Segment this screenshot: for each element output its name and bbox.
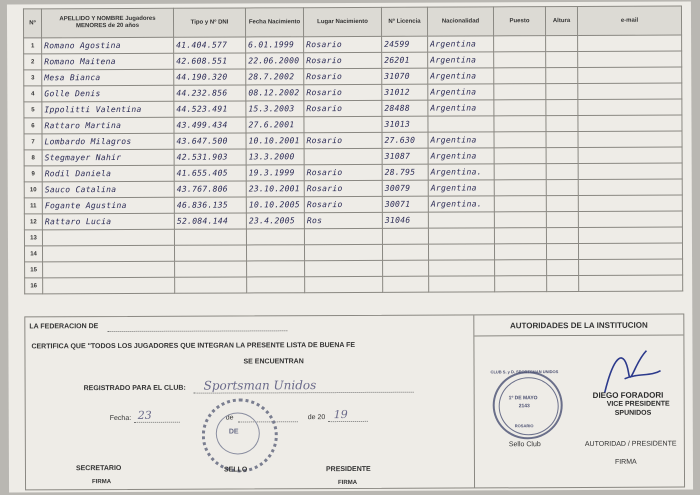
player-name: Stegmayer Nahir — [42, 149, 174, 166]
player-dni: 43.647.500 — [174, 133, 246, 149]
autoridad-label: AUTORIDAD / PRESIDENTE — [584, 440, 677, 448]
player-name: Fogante Agustina — [42, 197, 174, 214]
la-federacion-label: LA FEDERACION DE — [29, 323, 99, 331]
player-birthdate: 28.7.2002 — [246, 69, 304, 85]
player-height — [547, 260, 579, 276]
federation-box — [25, 315, 475, 489]
player-license: 28.795 — [382, 164, 428, 180]
player-nationality: Argentina — [428, 36, 494, 52]
player-email — [578, 179, 682, 195]
player-email — [578, 35, 682, 51]
autoridad-firma-label: FIRMA — [614, 458, 637, 466]
player-height — [546, 52, 578, 68]
secretario-firma-label: FIRMA — [92, 479, 112, 486]
player-birthplace — [304, 228, 382, 244]
player-license: 31013 — [382, 116, 428, 132]
player-birthplace: Rosario — [304, 164, 382, 180]
player-name — [43, 277, 175, 294]
player-position — [494, 132, 546, 148]
player-height — [546, 68, 578, 84]
player-dni — [174, 245, 246, 261]
fecha-label: Fecha: — [109, 414, 132, 423]
player-birthplace — [304, 116, 382, 132]
player-birthdate: 22.06.2000 — [246, 53, 304, 69]
player-license: 26201 — [382, 52, 428, 68]
player-birthdate: 08.12.2002 — [246, 85, 304, 101]
player-name: Mesa Bianca — [42, 69, 174, 86]
player-birthplace: Rosario — [304, 84, 382, 100]
player-name: Romano Agostina — [42, 37, 174, 54]
players-table — [23, 6, 683, 295]
player-dni: 46.836.135 — [174, 197, 246, 213]
row-number: 5 — [24, 102, 42, 118]
player-position — [495, 260, 547, 276]
player-position — [494, 100, 546, 116]
player-height — [546, 116, 578, 132]
player-email — [578, 67, 682, 83]
row-number: 1 — [24, 38, 42, 54]
row-number: 7 — [24, 134, 42, 150]
player-nationality: Argentina — [428, 100, 494, 116]
player-position — [494, 212, 546, 228]
player-license — [383, 276, 429, 292]
player-position — [494, 148, 546, 164]
player-dni — [174, 229, 246, 245]
registrado-label: REGISTRADO PARA EL CLUB: — [83, 384, 186, 393]
player-name — [42, 245, 174, 262]
player-position — [494, 164, 546, 180]
col-licencia: Nº Licencia — [381, 7, 427, 36]
row-number: 11 — [24, 198, 42, 214]
player-name: Lombardo Milagros — [42, 133, 174, 150]
player-nationality: Argentina. — [428, 196, 494, 212]
player-name — [43, 261, 175, 278]
player-nationality: Argentina — [428, 68, 494, 84]
player-email — [578, 115, 682, 131]
row-number: 16 — [25, 278, 43, 294]
player-height — [546, 84, 578, 100]
row-number: 2 — [24, 54, 42, 70]
year-handwritten: 19 — [333, 408, 348, 422]
row-number: 12 — [24, 214, 42, 230]
player-position — [494, 84, 546, 100]
player-dni: 44.190.320 — [174, 69, 246, 85]
player-name: Rattaro Lucia — [42, 213, 174, 230]
col-name: APELLIDO Y NOMBRE Jugadores MENORES de 20 años — [41, 8, 173, 38]
buena-fe-sheet — [7, 2, 693, 493]
player-dni: 42.531.903 — [174, 149, 246, 165]
player-nationality — [428, 116, 494, 132]
player-name: Ippolitti Valentina — [42, 101, 174, 118]
col-puesto: Puesto — [493, 7, 545, 36]
player-dni: 44.232.856 — [174, 85, 246, 101]
player-height — [546, 100, 578, 116]
player-birthplace: Rosario — [304, 68, 382, 84]
player-birthdate: 10.10.2005 — [246, 197, 304, 213]
player-birthplace: Rosario — [304, 180, 382, 196]
player-position — [495, 276, 547, 292]
player-email — [579, 275, 683, 291]
player-height — [546, 196, 578, 212]
player-birthplace: Ros — [304, 212, 382, 228]
player-birthdate: 23.4.2005 — [246, 213, 304, 229]
presidente-label: PRESIDENTE — [325, 465, 371, 474]
row-number: 4 — [24, 86, 42, 102]
player-email — [578, 83, 682, 99]
player-birthdate: 19.3.1999 — [246, 165, 304, 181]
player-birthplace: Rosario — [304, 132, 382, 148]
player-nationality — [428, 244, 494, 260]
certifica-text: CERTIFICA QUE "TODOS LOS JUGADORES QUE INTEGRAN LA PRESENTE LISTA DE BUENA FE — [31, 341, 356, 351]
player-name: Rattaro Martina — [42, 117, 174, 134]
row-number: 9 — [24, 166, 42, 182]
fecha-day-line — [134, 422, 180, 423]
player-height — [546, 180, 578, 196]
table-row — [25, 275, 683, 294]
row-number: 14 — [24, 246, 42, 262]
player-name: Golle Denis — [42, 85, 174, 102]
player-position — [494, 68, 546, 84]
row-number: 3 — [24, 70, 42, 86]
signer-role: VICE PRESIDENTE — [606, 400, 670, 408]
player-nationality — [428, 212, 494, 228]
player-birthdate — [246, 229, 304, 245]
player-license — [383, 260, 429, 276]
player-license: 31087 — [382, 148, 428, 164]
player-position — [494, 244, 546, 260]
certification-section — [24, 314, 685, 491]
player-height — [547, 276, 579, 292]
player-height — [546, 228, 578, 244]
player-position — [494, 116, 546, 132]
player-dni — [175, 277, 247, 293]
col-lugar: Lugar Nacimiento — [303, 7, 381, 36]
player-license — [382, 244, 428, 260]
fecha-day-handwritten: 23 — [137, 408, 152, 422]
player-position — [494, 196, 546, 212]
sello-club-label: Sello Club — [508, 441, 541, 449]
player-birthplace — [304, 148, 382, 164]
player-birthdate — [246, 245, 304, 261]
player-birthdate: 15.3.2003 — [246, 101, 304, 117]
player-birthplace — [304, 244, 382, 260]
secretario-label: SECRETARIO — [75, 464, 122, 473]
player-birthdate: 10.10.2001 — [246, 133, 304, 149]
player-email — [578, 51, 682, 67]
player-position — [494, 36, 546, 52]
player-birthdate: 6.01.1999 — [246, 37, 304, 53]
player-birthplace: Rosario — [304, 52, 382, 68]
player-name: Romano Maitena — [42, 53, 174, 70]
row-number: 15 — [25, 262, 43, 278]
sello-label: SELLO — [223, 466, 248, 474]
authorities-box — [474, 315, 684, 488]
player-birthplace — [305, 276, 383, 292]
player-birthdate: 23.10.2001 — [246, 181, 304, 197]
signer-club: SPUNIDOS — [614, 409, 652, 417]
player-dni — [175, 261, 247, 277]
player-license: 24599 — [382, 36, 428, 52]
player-license: 30079 — [382, 180, 428, 196]
club-handwritten: Sportsman Unidos — [203, 378, 317, 393]
player-position — [494, 180, 546, 196]
player-birthdate — [247, 261, 305, 277]
col-email: e-mail — [577, 6, 681, 35]
player-email — [578, 211, 682, 227]
player-nationality: Argentina. — [428, 164, 494, 180]
players-table-body — [24, 35, 683, 294]
player-name: Sauco Catalina — [42, 181, 174, 198]
year-label: de 20 — [307, 414, 326, 422]
club-stamp-name: CLUB S. y D. SPORTSMAN UNIDOS — [490, 369, 559, 375]
player-license — [382, 228, 428, 244]
player-dni: 41.404.577 — [174, 37, 246, 53]
presidente-firma-label: FIRMA — [338, 479, 358, 487]
col-dni: Tipo y Nº DNI — [173, 8, 245, 37]
player-dni: 42.608.551 — [174, 53, 246, 69]
player-nationality: Argentina — [428, 148, 494, 164]
col-nacionalidad: Nacionalidad — [427, 7, 493, 36]
row-number: 8 — [24, 150, 42, 166]
player-birthplace — [305, 260, 383, 276]
player-birthdate: 27.6.2001 — [246, 117, 304, 133]
player-email — [578, 99, 682, 115]
col-num: Nº — [23, 9, 41, 38]
player-birthplace: Rosario — [304, 36, 382, 52]
player-dni: 43.767.806 — [174, 181, 246, 197]
player-email — [578, 147, 682, 163]
club-stamp-number: 2143 — [518, 403, 530, 410]
player-email — [578, 131, 682, 147]
player-license: 31046 — [382, 212, 428, 228]
row-number: 13 — [24, 230, 42, 246]
player-license: 31012 — [382, 84, 428, 100]
player-dni: 52.084.144 — [174, 213, 246, 229]
player-height — [546, 36, 578, 52]
se-encuentran-text: SE ENCUENTRAN — [243, 358, 304, 366]
player-height — [546, 148, 578, 164]
player-email — [579, 259, 683, 275]
row-number: 10 — [24, 182, 42, 198]
federation-name-line — [107, 330, 287, 332]
player-height — [546, 244, 578, 260]
player-license: 28488 — [382, 100, 428, 116]
authorities-title: AUTORIDADES DE LA INSTITUCION — [474, 321, 683, 337]
player-nationality — [428, 228, 494, 244]
federation-seal-text: DE — [228, 428, 239, 436]
player-name: Rodil Daniela — [42, 165, 174, 182]
player-height — [546, 132, 578, 148]
player-nationality: Argentina — [428, 52, 494, 68]
player-license: 31070 — [382, 68, 428, 84]
player-license: 30071 — [382, 196, 428, 212]
player-email — [578, 163, 682, 179]
fecha-year-line — [328, 421, 368, 422]
player-email — [578, 195, 682, 211]
player-birthdate: 13.3.2000 — [246, 149, 304, 165]
signer-name: DIEGO FORADORI — [592, 390, 664, 400]
col-altura: Altura — [545, 7, 577, 36]
player-height — [546, 164, 578, 180]
player-dni: 44.523.491 — [174, 101, 246, 117]
player-nationality: Argentina — [428, 132, 494, 148]
player-position — [494, 52, 546, 68]
player-nationality — [429, 260, 495, 276]
player-birthplace: Rosario — [304, 196, 382, 212]
player-birthplace: Rosario — [304, 100, 382, 116]
table-header-row — [23, 6, 681, 38]
player-dni: 41.655.405 — [174, 165, 246, 181]
col-fecha: Fecha Nacimiento — [245, 8, 303, 37]
player-email — [578, 227, 682, 243]
player-dni: 43.499.434 — [174, 117, 246, 133]
player-height — [546, 212, 578, 228]
de-label: de — [225, 414, 234, 422]
player-name — [42, 229, 174, 246]
club-stamp-date: 1º DE MAYO — [508, 395, 538, 402]
player-nationality — [429, 276, 495, 292]
row-number: 6 — [24, 118, 42, 134]
player-nationality: Argentina — [428, 84, 494, 100]
player-email — [578, 243, 682, 259]
player-nationality: Argentina — [428, 180, 494, 196]
player-license: 27.630 — [382, 132, 428, 148]
player-position — [494, 228, 546, 244]
club-stamp-city: ROSARIO — [514, 423, 534, 429]
player-birthdate — [247, 277, 305, 293]
